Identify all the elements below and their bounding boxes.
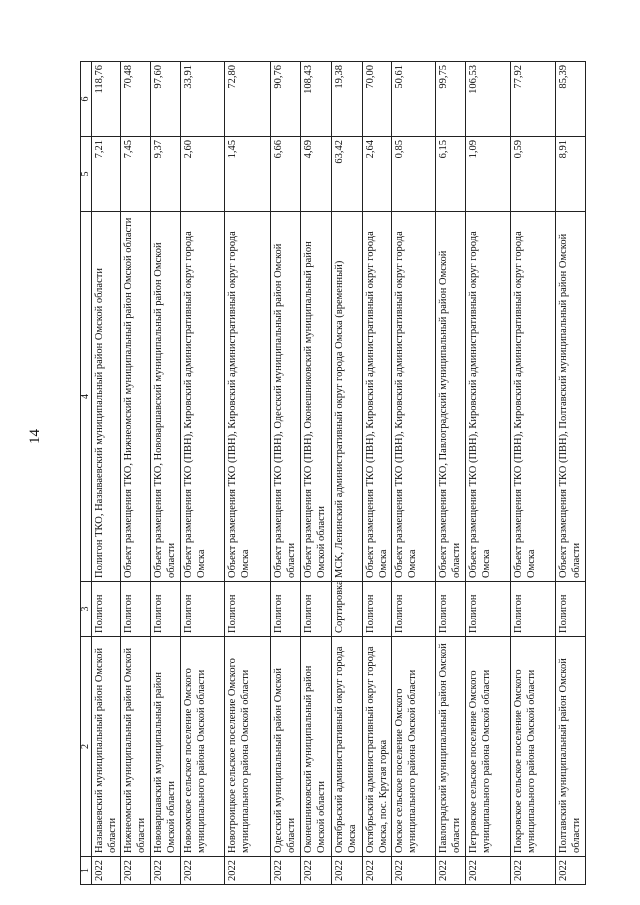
territory-cell: Одесский муниципальный район Омской области (271, 637, 301, 857)
value-cell: 2,64 (363, 137, 392, 212)
year-cell: 2022 (271, 857, 301, 885)
table-row (271, 62, 301, 885)
facility-cell: Объект размещения ТКО (ПВН), Кировский административный округ города Омска (225, 212, 271, 582)
value-cell: 77,92 (511, 62, 556, 137)
facility-cell: Объект размещения ТКО (ПВН), Кировский административный округ города Омска (392, 212, 436, 582)
value-cell: 1,45 (225, 137, 271, 212)
value-cell: 0,85 (392, 137, 436, 212)
table-row (181, 62, 225, 885)
header-cell: 4 (81, 212, 92, 582)
facility-cell: Объект размещения ТКО (ПВН), Оконешниковский муниципальный район Омской области (301, 212, 332, 582)
page-number: 14 (27, 429, 43, 444)
facility-type-cell: Полигон (511, 582, 556, 637)
facility-type-cell: Полигон (225, 582, 271, 637)
value-cell: 108,43 (301, 62, 332, 137)
value-cell: 4,69 (301, 137, 332, 212)
year-cell: 2022 (363, 857, 392, 885)
value-cell: 2,60 (181, 137, 225, 212)
year-cell: 2022 (466, 857, 511, 885)
value-cell: 1,09 (466, 137, 511, 212)
year-cell: 2022 (392, 857, 436, 885)
rotated-table-wrapper (80, 62, 586, 885)
facility-type-cell: Полигон (392, 582, 436, 637)
data-table (80, 61, 586, 885)
year-cell: 2022 (151, 857, 181, 885)
territory-cell: Омское сельское поселение Омского муниципального района Омской области (392, 637, 436, 857)
value-cell: 19,38 (332, 62, 363, 137)
year-cell: 2022 (121, 857, 151, 885)
value-cell: 7,21 (92, 137, 121, 212)
value-cell: 0,59 (511, 137, 556, 212)
facility-type-cell: Полигон (466, 582, 511, 637)
table-row (301, 62, 332, 885)
facility-type-cell: Полигон (92, 582, 121, 637)
value-cell: 8,91 (556, 137, 586, 212)
facility-cell: Объект размещения ТКО, Нижнеомский муниципальный район Омской области (121, 212, 151, 582)
facility-cell: Полигон ТКО, Называевский муниципальный район Омской области (92, 212, 121, 582)
facility-type-cell: Полигон (363, 582, 392, 637)
value-cell: 9,37 (151, 137, 181, 212)
facility-cell: Объект размещения ТКО, Павлоградский муниципальный район Омской области (436, 212, 466, 582)
table-row (151, 62, 181, 885)
value-cell: 99,75 (436, 62, 466, 137)
facility-type-cell: Полигон (271, 582, 301, 637)
year-cell: 2022 (436, 857, 466, 885)
table-row (511, 62, 556, 885)
territory-cell: Нововаршавский муниципальный район Омской области (151, 637, 181, 857)
facility-type-cell: Сортировка (332, 582, 363, 637)
header-cell: 5 (81, 137, 92, 212)
territory-cell: Октябрьский административный округ города Омска (332, 637, 363, 857)
facility-type-cell: Полигон (301, 582, 332, 637)
facility-type-cell: Полигон (181, 582, 225, 637)
territory-cell: Новоомское сельское поселение Омского муниципального района Омской области (181, 637, 225, 857)
territory-cell: Павлоградский муниципальный район Омской области (436, 637, 466, 857)
facility-type-cell: Полигон (151, 582, 181, 637)
table-row (363, 62, 392, 885)
year-cell: 2022 (511, 857, 556, 885)
year-cell: 2022 (181, 857, 225, 885)
table-row (92, 62, 121, 885)
value-cell: 7,45 (121, 137, 151, 212)
value-cell: 72,80 (225, 62, 271, 137)
year-cell: 2022 (225, 857, 271, 885)
territory-cell: Оконешниковский муниципальный район Омской области (301, 637, 332, 857)
table-header-row (81, 62, 92, 885)
table-row (392, 62, 436, 885)
facility-cell: Объект размещения ТКО, Нововаршавский муниципальный район Омской области (151, 212, 181, 582)
year-cell: 2022 (301, 857, 332, 885)
facility-cell: МСК, Ленинский административный округ города Омска (временный) (332, 212, 363, 582)
facility-cell: Объект размещения ТКО (ПВН), Полтавский муниципальный район Омской области (556, 212, 586, 582)
value-cell: 106,53 (466, 62, 511, 137)
header-cell: 3 (81, 582, 92, 637)
territory-cell: Новотроицкое сельское поселение Омского муниципального района Омской области (225, 637, 271, 857)
value-cell: 97,60 (151, 62, 181, 137)
value-cell: 33,91 (181, 62, 225, 137)
value-cell: 6,66 (271, 137, 301, 212)
value-cell: 90,76 (271, 62, 301, 137)
header-cell: 2 (81, 637, 92, 857)
territory-cell: Покровское сельское поселение Омского муниципального района Омской области (511, 637, 556, 857)
territory-cell: Октябрьский административный округ города Омска, пос. Крутая горка (363, 637, 392, 857)
year-cell: 2022 (332, 857, 363, 885)
header-cell: 6 (81, 62, 92, 137)
territory-cell: Полтавский муниципальный район Омской области (556, 637, 586, 857)
header-cell: 1 (81, 857, 92, 885)
territory-cell: Нижнеомский муниципальный район Омской области (121, 637, 151, 857)
facility-type-cell: Полигон (436, 582, 466, 637)
year-cell: 2022 (556, 857, 586, 885)
value-cell: 70,00 (363, 62, 392, 137)
value-cell: 85,39 (556, 62, 586, 137)
facility-cell: Объект размещения ТКО (ПВН), Кировский административный округ города Омска (181, 212, 225, 582)
table-row (332, 62, 363, 885)
value-cell: 63,42 (332, 137, 363, 212)
table-row (121, 62, 151, 885)
value-cell: 70,48 (121, 62, 151, 137)
value-cell: 118,76 (92, 62, 121, 137)
year-cell: 2022 (92, 857, 121, 885)
table-row (436, 62, 466, 885)
table-row (225, 62, 271, 885)
value-cell: 6,15 (436, 137, 466, 212)
facility-type-cell: Полигон (556, 582, 586, 637)
value-cell: 50,61 (392, 62, 436, 137)
facility-cell: Объект размещения ТКО (ПВН), Кировский административный округ города Омска (466, 212, 511, 582)
table-row (556, 62, 586, 885)
facility-cell: Объект размещения ТКО (ПВН), Одесский муниципальный район Омской области (271, 212, 301, 582)
facility-cell: Объект размещения ТКО (ПВН), Кировский административный округ города Омска (363, 212, 392, 582)
territory-cell: Называевский муниципальный район Омской области (92, 637, 121, 857)
facility-cell: Объект размещения ТКО (ПВН), Кировский административный округ города Омска (511, 212, 556, 582)
table-row (466, 62, 511, 885)
territory-cell: Петровское сельское поселение Омского муниципального района Омской области (466, 637, 511, 857)
facility-type-cell: Полигон (121, 582, 151, 637)
